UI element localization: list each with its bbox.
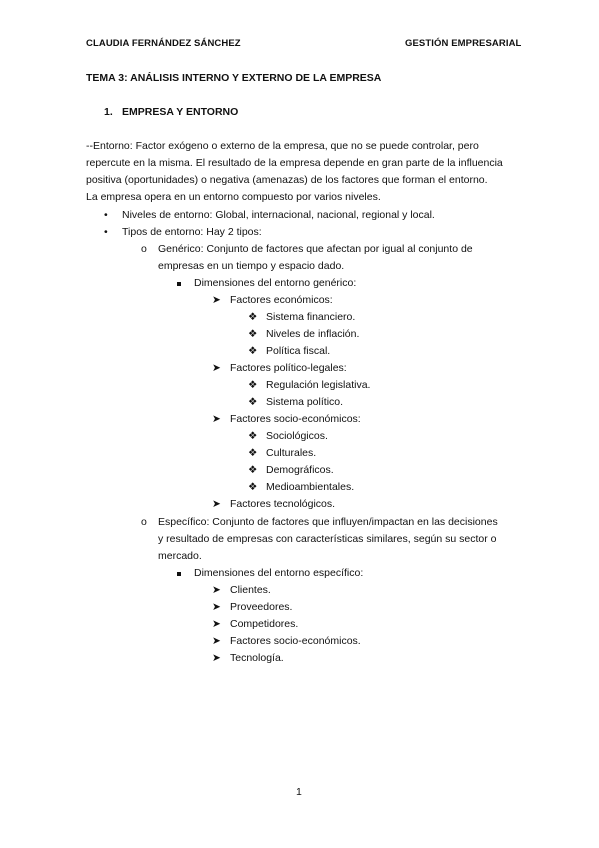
economicos-item: Política fiscal.: [266, 345, 331, 357]
document-title: TEMA 3: ANÁLISIS INTERNO Y EXTERNO DE LA EMPRESA: [86, 72, 382, 84]
socio-item: Demográficos.: [266, 464, 334, 476]
intro-line-2: repercute en la misma. El resultado de la empresa depende en gran parte de la influencia: [86, 157, 503, 169]
square-bullet-icon: [177, 282, 181, 286]
especifico-line-2: y resultado de empresas con características similares, según su sector o: [158, 533, 497, 545]
economicos-item: Sistema financiero.: [266, 311, 356, 323]
arrow-bullet-icon: ➤: [212, 294, 221, 306]
arrow-bullet-icon: ➤: [212, 498, 221, 510]
diamond-bullet-icon: ❖: [248, 481, 258, 493]
especifico-item: Competidores.: [230, 618, 299, 630]
factores-politico-legales: Factores político-legales:: [230, 362, 347, 374]
square-bullet-icon: [177, 572, 181, 576]
factores-tecnologicos: Factores tecnológicos.: [230, 498, 336, 510]
diamond-bullet-icon: ❖: [248, 464, 258, 476]
factores-socio-economicos: Factores socio-económicos:: [230, 413, 361, 425]
politicos-item: Regulación legislativa.: [266, 379, 371, 391]
especifico-line-1: Específico: Conjunto de factores que influyen/impactan en las decisiones: [158, 516, 498, 528]
especifico-item: Clientes.: [230, 584, 271, 596]
especifico-dimensiones: Dimensiones del entorno específico:: [194, 567, 364, 579]
especifico-item: Tecnología.: [230, 652, 284, 664]
arrow-bullet-icon: ➤: [212, 584, 221, 596]
intro-line-3: positiva (oportunidades) o negativa (amenazas) de los factores que forman el entorno.: [86, 174, 488, 186]
socio-item: Culturales.: [266, 447, 317, 459]
diamond-bullet-icon: ❖: [248, 430, 258, 442]
especifico-line-3: mercado.: [158, 550, 202, 562]
arrow-bullet-icon: ➤: [212, 652, 221, 664]
diamond-bullet-icon: ❖: [248, 379, 258, 391]
section-number: 1.: [104, 106, 113, 118]
arrow-bullet-icon: ➤: [212, 413, 221, 425]
arrow-bullet-icon: ➤: [212, 601, 221, 613]
diamond-bullet-icon: ❖: [248, 396, 258, 408]
politicos-item: Sistema político.: [266, 396, 344, 408]
header-author: CLAUDIA FERNÁNDEZ SÁNCHEZ: [86, 38, 241, 49]
especifico-item: Proveedores.: [230, 601, 293, 613]
arrow-bullet-icon: ➤: [212, 618, 221, 630]
bullet-dot-icon: •: [104, 209, 108, 221]
header-subject: GESTIÓN EMPRESARIAL: [405, 38, 522, 49]
diamond-bullet-icon: ❖: [248, 328, 258, 340]
socio-item: Medioambientales.: [266, 481, 355, 493]
socio-item: Sociológicos.: [266, 430, 328, 442]
bullet-dot-icon: •: [104, 226, 108, 238]
intro-line-4: La empresa opera en un entorno compuesto por varios niveles.: [86, 191, 381, 203]
factores-economicos: Factores económicos:: [230, 294, 333, 306]
arrow-bullet-icon: ➤: [212, 635, 221, 647]
generico-dimensiones: Dimensiones del entorno genérico:: [194, 277, 357, 289]
diamond-bullet-icon: ❖: [248, 447, 258, 459]
bullet-tipos: Tipos de entorno: Hay 2 tipos:: [122, 226, 262, 238]
especifico-item: Factores socio-económicos.: [230, 635, 361, 647]
diamond-bullet-icon: ❖: [248, 311, 258, 323]
economicos-item: Niveles de inflación.: [266, 328, 360, 340]
page-number: 1: [296, 786, 302, 798]
bullet-niveles: Niveles de entorno: Global, internacional, nacional, regional y local.: [122, 209, 435, 221]
diamond-bullet-icon: ❖: [248, 345, 258, 357]
intro-line-1: --Entorno: Factor exógeno o externo de la empresa, que no se puede controlar, pero: [86, 140, 479, 152]
generico-line-2: empresas en un tiempo y espacio dado.: [158, 260, 345, 272]
especifico-marker: o: [141, 516, 147, 528]
generico-marker: o: [141, 243, 147, 255]
generico-line-1: Genérico: Conjunto de factores que afectan por igual al conjunto de: [158, 243, 473, 255]
arrow-bullet-icon: ➤: [212, 362, 221, 374]
section-heading: EMPRESA Y ENTORNO: [122, 106, 239, 118]
